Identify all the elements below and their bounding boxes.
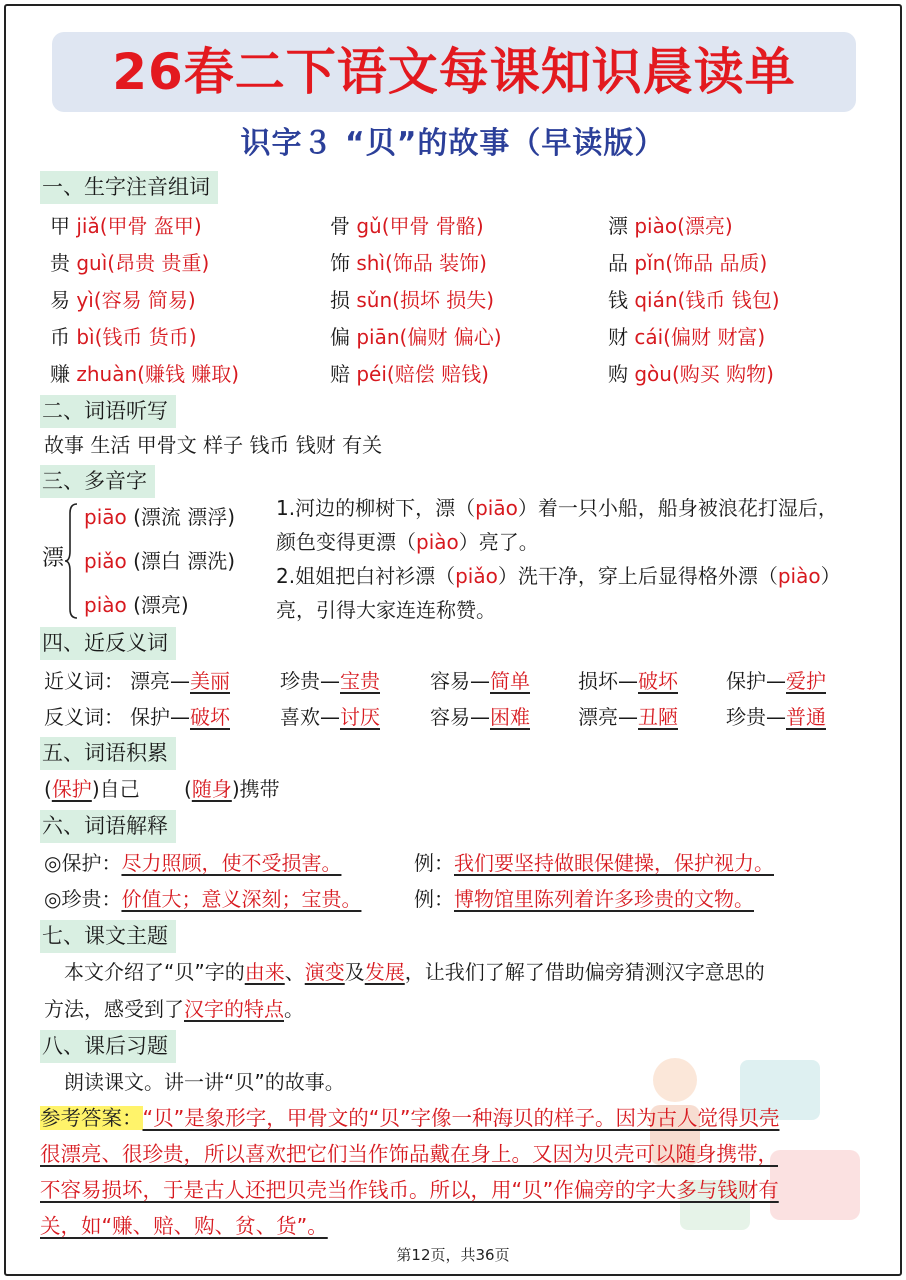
base-word: 容易— xyxy=(430,705,490,729)
section-8-heading: 八、课后习题 xyxy=(40,1030,176,1063)
vocab-pinyin: shì xyxy=(356,251,386,275)
brace-icon xyxy=(64,503,78,619)
reading-3 xyxy=(84,587,189,623)
vocab-char: 贵 xyxy=(50,251,70,275)
text: ，让我们了解了借助偏旁猜测汉字意思的 xyxy=(404,960,765,984)
exercise-question: 朗读课文。讲一讲“贝”的故事。 xyxy=(64,1070,345,1094)
vocab-pinyin: sǔn xyxy=(356,288,393,312)
vocab-char: 饰 xyxy=(330,251,350,275)
vocab-item xyxy=(50,285,196,315)
vocab-item xyxy=(50,248,209,278)
vocab-words: (漂亮) xyxy=(677,214,733,238)
vocab-words: (偏财 偏心) xyxy=(399,325,502,349)
vocab-pinyin: bì xyxy=(76,325,95,349)
vocab-words: (甲骨 盔甲) xyxy=(99,214,202,238)
pinyin: piào xyxy=(777,564,821,588)
reading-words: (漂白 漂洗) xyxy=(133,549,236,573)
term: ◎珍贵： xyxy=(44,887,122,911)
vocab-words: (钱币 钱包) xyxy=(677,288,780,312)
vocab-char: 品 xyxy=(608,251,628,275)
text: 本文介绍了“贝”字的 xyxy=(64,960,245,984)
paired-word: 破坏 xyxy=(190,705,230,729)
text: )自己 xyxy=(91,777,140,801)
synonym-pair xyxy=(280,666,380,696)
vocab-words: (饰品 装饰) xyxy=(385,251,487,275)
vocab-char: 损 xyxy=(330,288,350,312)
vocab-char: 币 xyxy=(50,325,70,349)
sentence-1-line-2 xyxy=(276,527,539,557)
pinyin: piào xyxy=(416,530,459,554)
vocab-item xyxy=(608,322,765,352)
answer-text: “贝”是象形字，甲骨文的“贝”字像一种海贝的样子。因为古人觉得贝壳 xyxy=(142,1106,780,1130)
accumulation-2 xyxy=(184,774,280,804)
vocab-words: (甲骨 骨骼) xyxy=(381,214,484,238)
synonym-label: 近义词： xyxy=(44,669,124,693)
vocab-char: 赔 xyxy=(330,362,350,386)
paired-word: 简单 xyxy=(490,669,530,693)
base-word: 漂亮— xyxy=(130,669,190,693)
section-1-heading: 一、生字注音组词 xyxy=(40,171,218,204)
vocab-item xyxy=(330,359,489,389)
answer-line-2 xyxy=(40,1138,778,1170)
definition-2 xyxy=(44,884,361,914)
keyword: 汉字的特点 xyxy=(184,997,284,1021)
text: 颜色变得更漂（ xyxy=(276,530,416,554)
reading-2 xyxy=(84,543,235,579)
paren: ( xyxy=(44,777,52,801)
definition: 价值大；意义深刻；宝贵。 xyxy=(121,887,362,911)
section-5-heading: 五、词语积累 xyxy=(40,737,176,770)
example-label: 例： xyxy=(414,851,454,875)
example-label: 例： xyxy=(414,887,454,911)
section-3-heading: 三、多音字 xyxy=(40,465,155,498)
text: 方法，感受到了 xyxy=(44,997,184,1021)
vocab-item xyxy=(330,322,502,352)
definition: 尽力照顾，使不受损害。 xyxy=(121,851,342,875)
section-7-heading: 七、课文主题 xyxy=(40,920,176,953)
pinyin: piǎo xyxy=(455,564,498,588)
antonym-pair xyxy=(280,702,380,732)
vocab-words: (饰品 品质) xyxy=(665,251,768,275)
antonym-pair xyxy=(578,702,678,732)
vocab-item xyxy=(50,359,239,389)
reading-1 xyxy=(84,499,235,535)
base-word: 容易— xyxy=(430,669,490,693)
section-2-heading: 二、词语听写 xyxy=(40,395,176,428)
sentence-1-line-1 xyxy=(276,493,838,523)
vocab-char: 购 xyxy=(608,362,628,386)
base-word: 珍贵— xyxy=(726,705,786,729)
paired-word: 丑陋 xyxy=(638,705,678,729)
text: 。 xyxy=(284,997,304,1021)
theme-line-2 xyxy=(44,994,304,1024)
vocab-char: 财 xyxy=(608,325,628,349)
base-word: 保护— xyxy=(726,669,786,693)
section-6-heading: 六、词语解释 xyxy=(40,810,176,843)
base-word: 保护— xyxy=(130,705,190,729)
paired-word: 宝贵 xyxy=(340,669,380,693)
answer-line-1 xyxy=(40,1102,779,1134)
sentence-2-line-1 xyxy=(276,561,841,591)
paired-word: 美丽 xyxy=(190,669,230,693)
synonym-pair xyxy=(130,666,230,696)
text: ）亮了。 xyxy=(458,530,539,554)
vocab-words: (损坏 损失) xyxy=(392,288,495,312)
vocab-words: (昂贵 贵重) xyxy=(107,251,210,275)
keyword: 发展 xyxy=(364,960,405,984)
vocab-char: 骨 xyxy=(330,214,350,238)
vocab-pinyin: pǐn xyxy=(634,251,666,275)
reading-words: (漂流 漂浮) xyxy=(133,505,236,529)
definition-1 xyxy=(44,848,341,878)
polyphone-char: 漂 xyxy=(42,546,65,571)
antonym-label: 反义词： xyxy=(44,705,124,729)
text: ） xyxy=(820,564,841,588)
text: ）着一只小船，船身被浪花打湿后， xyxy=(517,496,838,520)
reading-pinyin: piāo xyxy=(84,505,127,529)
synonym-pair xyxy=(578,666,678,696)
antonym-pair xyxy=(130,702,230,732)
answer-text: 不容易损坏，于是古人还把贝壳当作钱币。所以，用“贝”作偏旁的字大多与钱财有 xyxy=(40,1178,779,1202)
text: 、 xyxy=(284,960,305,984)
synonym-pair xyxy=(430,666,530,696)
vocab-words: (赔偿 赔钱) xyxy=(386,362,489,386)
paired-word: 破坏 xyxy=(638,669,678,693)
paired-word: 讨厌 xyxy=(340,705,380,729)
vocab-item xyxy=(608,211,733,241)
example-text: 我们要坚持做眼保健操，保护视力。 xyxy=(454,851,774,875)
answer-label: 参考答案： xyxy=(40,1106,143,1130)
lesson-title: 识字３ “贝”的故事（早读版） xyxy=(240,126,666,161)
vocab-pinyin: guì xyxy=(76,251,108,275)
answer-line-3 xyxy=(40,1174,779,1206)
vocab-item xyxy=(50,211,202,241)
vocab-item xyxy=(608,248,767,278)
vocab-pinyin: cái xyxy=(634,325,664,349)
vocab-pinyin: gòu xyxy=(634,362,672,386)
paired-word: 普通 xyxy=(786,705,826,729)
vocab-pinyin: zhuàn xyxy=(76,362,138,386)
section-4-heading: 四、近反义词 xyxy=(40,627,176,660)
vocab-words: (偏财 财富) xyxy=(663,325,766,349)
vocab-item xyxy=(330,285,494,315)
vocab-words: (容易 简易) xyxy=(93,288,196,312)
term: ◎保护： xyxy=(44,851,122,875)
vocab-words: (购买 购物) xyxy=(671,362,774,386)
keyword: 演变 xyxy=(304,960,345,984)
vocab-char: 赚 xyxy=(50,362,70,386)
reading-pinyin: piǎo xyxy=(84,549,127,573)
theme-line-1 xyxy=(64,957,765,987)
paired-word: 困难 xyxy=(490,705,530,729)
paired-word: 爱护 xyxy=(786,669,826,693)
base-word: 损坏— xyxy=(578,669,638,693)
vocab-words: (赚钱 赚取) xyxy=(137,362,240,386)
vocab-pinyin: piān xyxy=(356,325,400,349)
vocab-words: (钱币 货币) xyxy=(94,325,197,349)
example-1 xyxy=(414,848,774,878)
example-text: 博物馆里陈列着许多珍贵的文物。 xyxy=(454,887,754,911)
pinyin: piāo xyxy=(475,496,518,520)
synonym-pair xyxy=(726,666,826,696)
vocab-item xyxy=(330,248,487,278)
base-word: 漂亮— xyxy=(578,705,638,729)
vocab-pinyin: jiǎ xyxy=(76,214,100,238)
vocab-char: 偏 xyxy=(330,325,350,349)
vocab-char: 钱 xyxy=(608,288,628,312)
vocab-item xyxy=(608,285,780,315)
answer-line-4 xyxy=(40,1210,328,1242)
answer-text: 很漂亮、很珍贵，所以喜欢把它们当作饰品戴在身上。又因为贝壳可以随身携带， xyxy=(40,1142,778,1166)
vocab-pinyin: piào xyxy=(634,214,678,238)
example-2 xyxy=(414,884,754,914)
decorative-reader-illustration-icon xyxy=(620,1020,900,1250)
vocab-item xyxy=(608,359,774,389)
vocab-pinyin: yì xyxy=(76,288,94,312)
vocab-char: 漂 xyxy=(608,214,628,238)
base-word: 珍贵— xyxy=(280,669,340,693)
vocab-pinyin: péi xyxy=(356,362,387,386)
accumulation-1 xyxy=(44,774,140,804)
vocab-char: 甲 xyxy=(50,214,70,238)
answer-text: 关，如“赚、赔、购、贫、货”。 xyxy=(40,1214,328,1238)
keyword: 由来 xyxy=(244,960,285,984)
reading-words: (漂亮) xyxy=(133,593,189,617)
answer-word: 随身 xyxy=(191,777,232,801)
reading-pinyin: piào xyxy=(84,593,127,617)
vocab-pinyin: gǔ xyxy=(356,214,382,238)
text: )携带 xyxy=(231,777,280,801)
page-number: 第12页，共36页 xyxy=(396,1246,510,1264)
paren: ( xyxy=(184,777,192,801)
sentence-2-line-2: 亮，引得大家连连称赞。 xyxy=(276,598,496,622)
antonym-pair xyxy=(726,702,826,732)
text: 1.河边的柳树下，漂（ xyxy=(276,496,476,520)
vocab-char: 易 xyxy=(50,288,70,312)
antonym-pair xyxy=(430,702,530,732)
text: ）洗干净，穿上后显得格外漂（ xyxy=(497,564,778,588)
text: 2.姐姐把白衬衫漂（ xyxy=(276,564,456,588)
page-title: 26春二下语文每课知识晨读单 xyxy=(52,32,856,112)
base-word: 喜欢— xyxy=(280,705,340,729)
dictation-words: 故事 生活 甲骨文 样子 钱币 钱财 有关 xyxy=(44,433,383,457)
vocab-item xyxy=(330,211,484,241)
vocab-pinyin: qián xyxy=(634,288,678,312)
text: 及 xyxy=(344,960,365,984)
answer-word: 保护 xyxy=(51,777,92,801)
vocab-item xyxy=(50,322,197,352)
